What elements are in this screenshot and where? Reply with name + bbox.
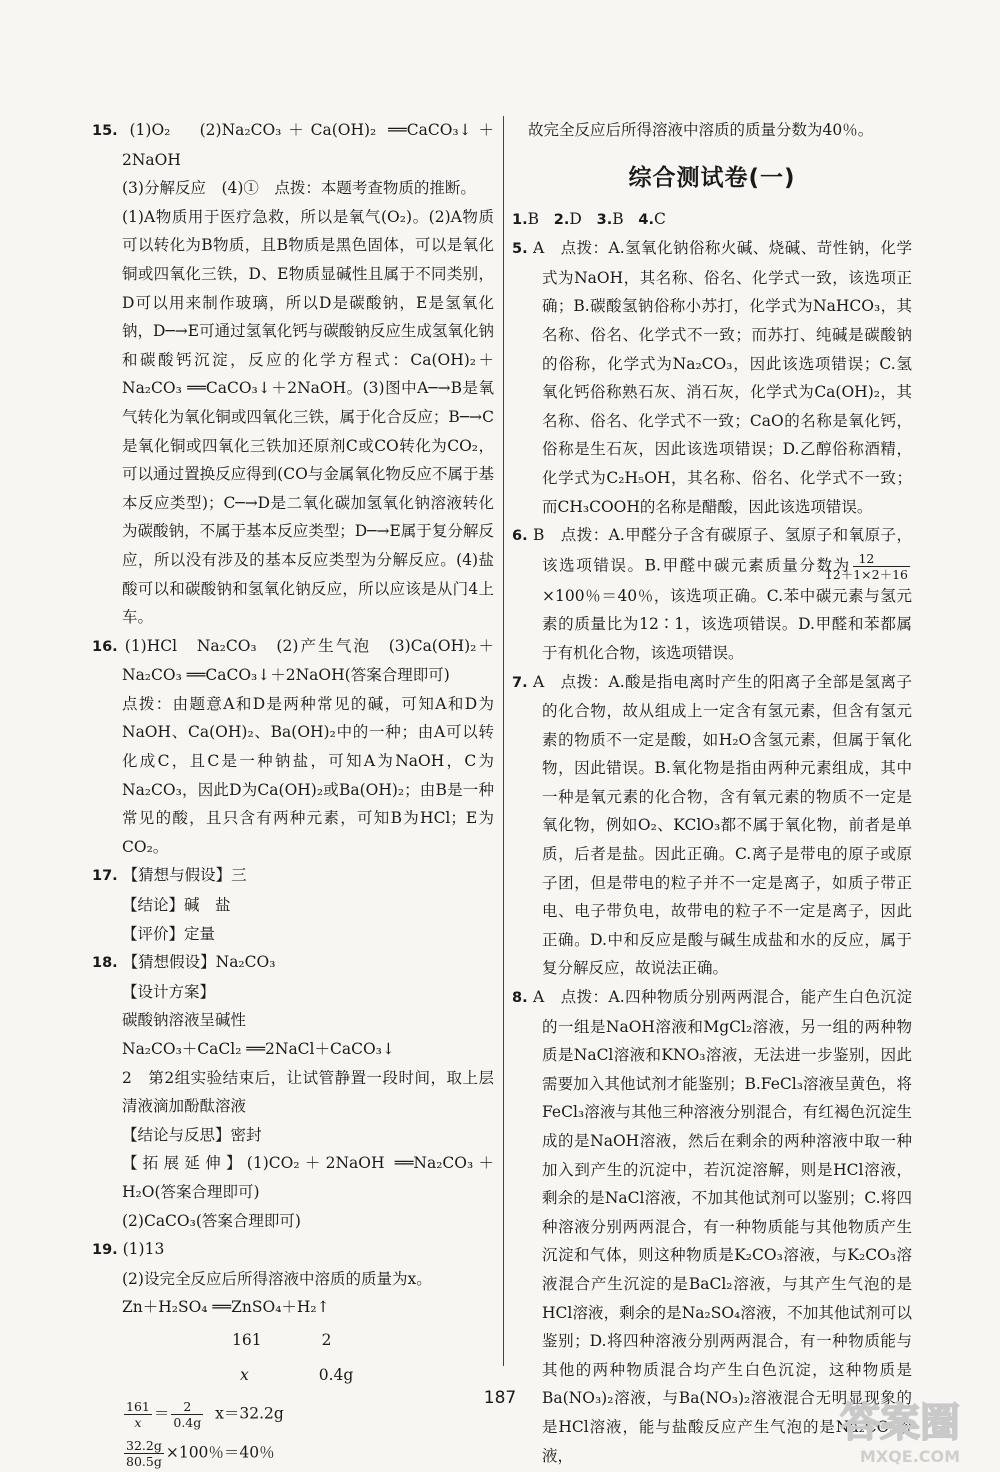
svg-text:答案圈: 答案圈 <box>840 1400 960 1446</box>
short-answers: 1.B 2.D 3.B 4.C <box>512 209 666 228</box>
watermark-icon <box>800 1392 996 1468</box>
fraction: $\frac{2}{0.4g}$ <box>173 1399 202 1431</box>
answer-text: 【猜想与假设】三 <box>122 866 247 885</box>
question-16 <box>92 632 494 862</box>
answer-text: 【拓展延伸】(1)CO₂＋2NaOH ══Na₂CO₃＋H₂O(答案合理即可) <box>122 1154 494 1201</box>
result-text: x＝32.2g <box>215 1404 284 1423</box>
equation-text: Zn＋H₂SO₄ ══ZnSO₄＋H₂↑ <box>122 1298 330 1317</box>
question-number: 19. <box>92 1242 118 1259</box>
column-divider <box>503 116 504 1366</box>
fraction: $\frac{12}{12+1\times 2+16}$ <box>824 550 908 582</box>
page-number: 187 <box>483 1388 517 1408</box>
question-8: 8. A 点拨：A.四种物质分别两两混合，能产生白色沉淀的一组是NaOH溶液和MgCl₂溶液，另一组的两种物质是NaCl溶液和KNO₃溶液，无法进一步鉴别，因此需要加入其他试剂才能鉴别；B.FeCl₃溶液呈黄色，将FeCl₃溶液与其他三种溶液分别混合，有红褐色沉淀生成的是NaOH溶液，然后在剩余的两种溶液中取一种加入到产生的沉淀中，若沉淀溶解，则是HCl溶液，剩余的是NaCl溶液，不加其他试剂可以鉴别；C.将四种溶液分别两两混合，有一种物质能与其他物质产生沉淀和气体，则这种物质是K₂CO₃溶液，与K₂CO₃溶液混合产生沉淀的是BaCl₂溶液，与其产生气泡的是HCl溶液，剩余的是Na₂SO₄溶液，不加其他试剂可以鉴别；D.将四种溶液分别两两混合，有一种物质能与其他的两种物质混合均产生白色沉淀，这种物质是Ba(NO₃)₂溶液，与Ba(NO₃)₂溶液混合无明显现象的是HCl溶液，能与盐酸反应产生气泡的是Na₂CO₃溶液， <box>512 988 912 1465</box>
answer-text: 【结论】碱 盐 <box>122 896 231 915</box>
answer-text: (2)CaCO₃(答案合理即可) <box>122 1211 301 1230</box>
answer-text: 碳酸钠溶液呈碱性 <box>122 1011 247 1030</box>
question-number: 15. <box>92 123 118 139</box>
question-number: 18. <box>92 955 118 972</box>
unknown-row <box>92 1361 494 1390</box>
molar-mass-znso4: 161 <box>232 1330 262 1349</box>
answer-text: (2)设完全反应后所得溶液中溶质的质量为x。 <box>122 1269 432 1288</box>
answer-text: (1)13 <box>122 1240 165 1259</box>
fraction: $\frac{161}{x}$ <box>126 1399 150 1431</box>
answer-text: (3)分解反应 (4)① 点拨：本题考查物质的推断。 <box>122 179 476 198</box>
explanation-text: (1)A物质用于医疗急救，所以是氧气(O₂)。(2)A物质可以转化为B物质，且B物质是黑色固体，可以是氧化铜或四氧化三铁，D、E物质显碱性且属于不同类别，D可以用来制作玻璃，所以D是碳酸钠，E是氢氧化钠，D─→E可通过氢氧化钙与碳酸钠反应生成氢氧化钠和碳酸钙沉淀，反应的化学方程式：Ca(OH)₂＋Na₂CO₃ ══CaCO₃↓＋2NaOH。(3)图中A─→B是氧气转化为氧化铜或四氧化三铁，属于化合反应；B─→C是氧化铜或四氧化三铁加还原剂C或CO转化为CO₂，可以通过置换反应得到(CO与金属氧化物反应不属于基本反应类型)；C─→D是二氧化碳加氢氧化钠溶液转化为碳酸钠，不属于基本反应类型；D─→E属于复分解反应，所以没有涉及的基本反应类型为分解反应。(4)盐酸可以和碳酸钠和氢氧化钠反应，所以应该是从门4上车。 <box>122 207 494 627</box>
question-18 <box>92 948 494 1235</box>
right-column <box>512 116 912 1470</box>
unknown-x: x <box>240 1365 249 1384</box>
svg-text:MXQE.COM: MXQE.COM <box>859 1447 961 1466</box>
watermark-logo <box>800 1392 996 1468</box>
ratio-row: $\frac{161}{x}$ ＝ $\frac{2}{0.4g}$ x＝32.2g <box>126 1399 284 1431</box>
percent-text: ×100％＝40％ <box>165 1443 275 1462</box>
question-15 <box>92 116 494 632</box>
answer-text: (1)HCl Na₂CO₃ (2)产生气泡 (3)Ca(OH)₂＋Na₂CO₃ ══CaCO₃↓＋2NaOH(答案合理即可) <box>122 636 494 685</box>
question-number: 17. <box>92 868 118 885</box>
explanation-text: 点拨：由题意A和D是两种常见的碱，可知A和D为NaOH、Ca(OH)₂、Ba(OH)₂中的一种；由A可以转化成C，且C是一种钠盐，可知A为NaOH，C为Na₂CO₃，因此D为Ca(OH)₂或Ba(OH)₂；由B是一种常见的酸，且只含有两种元素，可知B为HCl；E为CO₂。 <box>122 694 494 856</box>
question-17 <box>92 861 494 948</box>
known-mass: 0.4g <box>318 1365 354 1384</box>
answer-text: 2 第2组实验结束后，让试管静置一段时间，取上层清液滴加酚酞溶液 <box>122 1068 494 1116</box>
molar-mass-h2: 2 <box>321 1330 332 1349</box>
answer-text: 【结论与反思】密封 <box>122 1125 262 1144</box>
answer-text: 【评价】定量 <box>122 924 216 943</box>
question-number: 16. <box>92 638 118 655</box>
equation-text: Na₂CO₃＋CaCl₂ ══2NaCl＋CaCO₃↓ <box>122 1040 395 1058</box>
conclusion-text: 故完全反应后所得溶液中溶质的质量分数为40％。 <box>528 121 874 139</box>
molar-mass-row <box>92 1326 494 1355</box>
answer-text: 【猜想假设】Na₂CO₃ <box>122 953 276 972</box>
question-7: 7. A 点拨：A.酸是指电离时产生的阳离子全部是氢离子的化合物，故从组成上一定含有氢元素，但含有氢元素的物质不一定是酸，如H₂O含氢元素，但属于氧化物，因此错误。B.氧化物是指由两种元素组成，其中一种是氧元素的化合物，含有氧元素的物质不一定是氧化物，例如O₂、KClO₃都不属于氧化物，前者是单质，后者是盐。因此正确。C.离子是带电的原子或原子团，但是带电的粒子并不一定是离子，如质子带正电、电子带负电，故带电的粒子不一定是离子，因此正确。D.中和反应是酸与碱生成盐和水的反应，属于复分解反应，故说法正确。 <box>512 672 912 978</box>
question-19 <box>92 1235 494 1469</box>
question-5: 5. A 点拨：A.氢氧化钠俗称火碱、烧碱、苛性钠，化学式为NaOH，其名称、俗名、化学式一致，该选项正确；B.碳酸氢钠俗称小苏打，化学式为NaHCO₃，其名称、俗名、化学式不一致；而苏打、纯碱是碳酸钠的俗称，化学式为Na₂CO₃，因此该选项错误；C.氢氧化钙俗称熟石灰、消石灰，化学式为Ca(OH)₂，其名称、俗名、化学式不一致；CaO的名称是氧化钙，俗称是生石灰，因此该选项错误；D.乙醇俗称酒精，化学式为C₂H₅OH，其名称、俗名、化学式不一致；而CH₃COOH的名称是醋酸，因此该选项错误。 <box>512 239 912 516</box>
left-column <box>92 116 494 1469</box>
percent-row <box>92 1438 494 1469</box>
answer-text: 【设计方案】 <box>122 982 216 1001</box>
answer-text: (1)O₂ (2)Na₂CO₃＋Ca(OH)₂ ══CaCO₃↓＋2NaOH <box>122 121 494 169</box>
fraction: $\frac{32.2g}{80.5g}$ <box>126 1438 162 1470</box>
question-6: 6. B 点拨：A.甲醛分子含有碳原子、氢原子和氧原子，该选项错误。B.甲醛中碳元素质量分数为 $\frac{12}{12+1\times 2+16}$ ×100％＝40％，该选项正确。C.苯中碳元素与氢元素的质量比为12∶1，该选项错误。D.甲醛和苯都属于有机化合物，该选项错误。 <box>512 526 912 662</box>
section-title: 综合测试卷(一) <box>628 164 796 191</box>
